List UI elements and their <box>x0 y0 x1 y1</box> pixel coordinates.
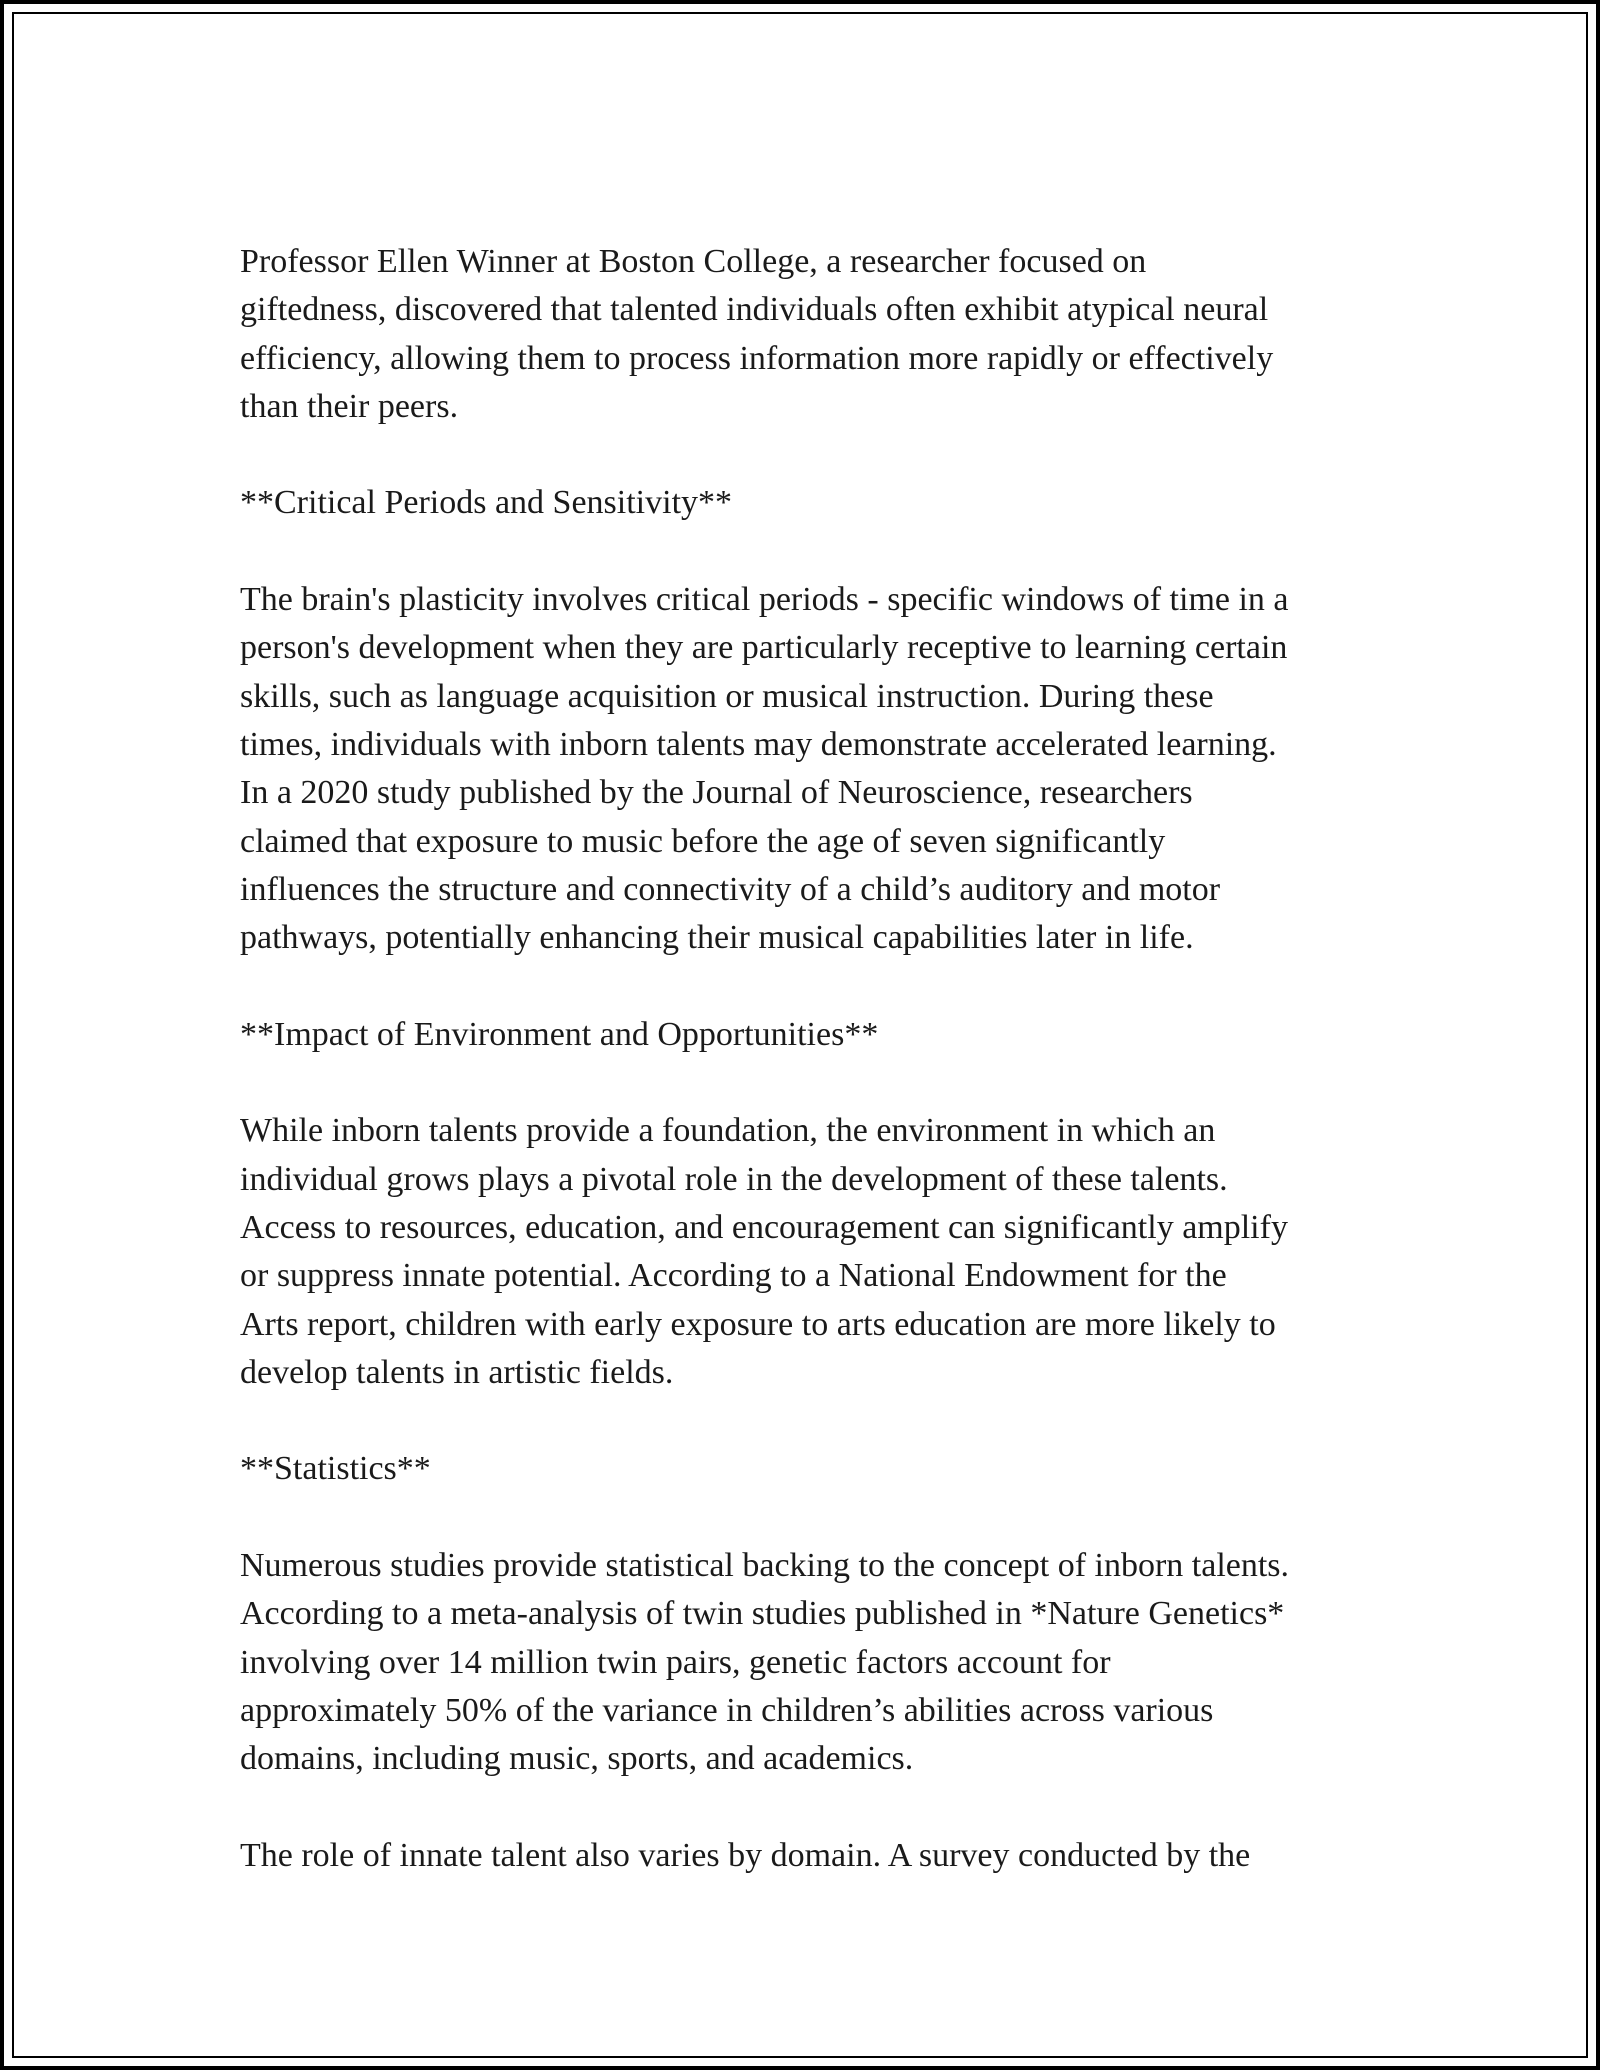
heading-text: **Statistics** <box>240 1450 431 1488</box>
paragraph-brain-plasticity <box>240 576 1400 962</box>
paragraph-environment <box>240 1107 1400 1397</box>
document-body <box>240 238 1400 1928</box>
text-line: In a 2020 study published by the Journal of Neuroscience, researchers <box>240 774 1193 812</box>
text-line: The brain's plasticity involves critical periods - specific windows of time in a <box>240 581 1289 619</box>
heading-text: **Critical Periods and Sensitivity** <box>240 484 733 522</box>
text-line: develop talents in artistic fields. <box>240 1353 674 1391</box>
heading-text: **Impact of Environment and Opportunities** <box>240 1015 879 1053</box>
text-line: claimed that exposure to music before the age of seven significantly <box>240 822 1166 860</box>
section-heading-environment <box>240 1011 1400 1059</box>
text-line: person's development when they are particularly receptive to learning certain <box>240 629 1288 667</box>
text-line: approximately 50% of the variance in children’s abilities across various <box>240 1691 1214 1729</box>
text-line: Numerous studies provide statistical backing to the concept of inborn talents. <box>240 1547 1290 1585</box>
paragraph-domain-variation <box>240 1832 1400 1880</box>
text-line: than their peers. <box>240 387 459 425</box>
text-line: While inborn talents provide a foundation, the environment in which an <box>240 1112 1216 1150</box>
section-heading-statistics <box>240 1445 1400 1493</box>
text-line: domains, including music, sports, and academics. <box>240 1740 914 1778</box>
text-line: influences the structure and connectivity of a child’s auditory and motor <box>240 870 1221 908</box>
text-line: efficiency, allowing them to process information more rapidly or effectively <box>240 339 1274 377</box>
text-line: Access to resources, education, and encouragement can significantly amplify <box>240 1208 1288 1246</box>
text-line: The role of innate talent also varies by domain. A survey conducted by the <box>240 1836 1251 1874</box>
text-line: Professor Ellen Winner at Boston College, a researcher focused on <box>240 243 1147 280</box>
text-line: individual grows plays a pivotal role in the development of these talents. <box>240 1160 1228 1198</box>
section-heading-critical-periods <box>240 479 1400 527</box>
text-line: Arts report, children with early exposure to arts education are more likely to <box>240 1305 1276 1343</box>
paragraph-statistics <box>240 1542 1400 1783</box>
text-line: or suppress innate potential. According to a National Endowment for the <box>240 1257 1227 1295</box>
text-line: According to a meta-analysis of twin studies published in *Nature Genetics* <box>240 1595 1285 1633</box>
text-line: pathways, potentially enhancing their musical capabilities later in life. <box>240 919 1194 957</box>
text-line: giftedness, discovered that talented individuals often exhibit atypical neural <box>240 291 1269 329</box>
text-line: skills, such as language acquisition or musical instruction. During these <box>240 677 1214 715</box>
paragraph-ellen-winner <box>240 238 1400 431</box>
text-line: involving over 14 million twin pairs, genetic factors account for <box>240 1643 1111 1681</box>
text-line: times, individuals with inborn talents may demonstrate accelerated learning. <box>240 725 1277 763</box>
